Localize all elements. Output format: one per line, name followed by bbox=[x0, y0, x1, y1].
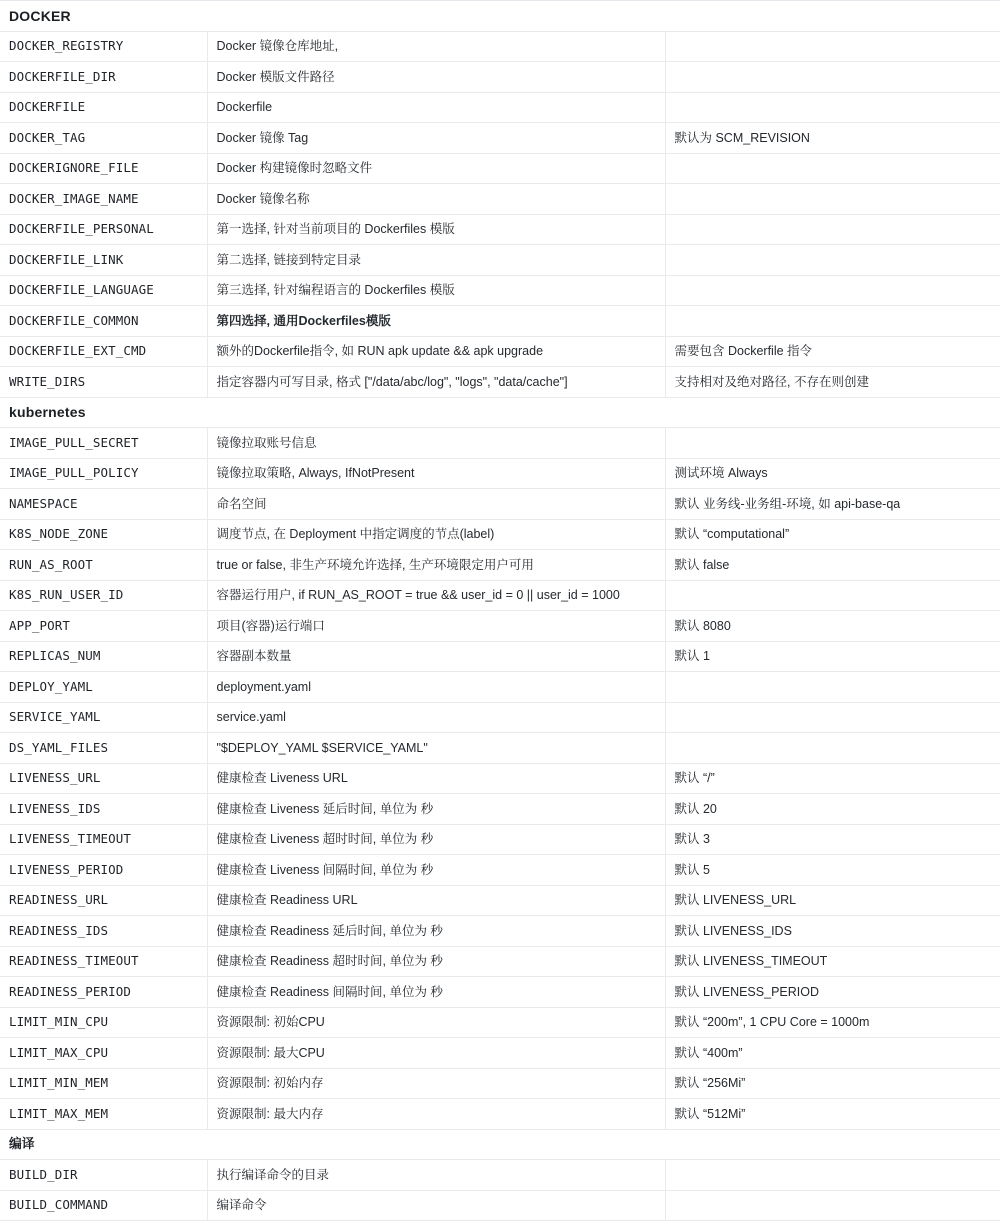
variable-name-cell: LIMIT_MIN_MEM bbox=[0, 1068, 207, 1099]
variable-default-note-cell bbox=[665, 580, 1000, 611]
variable-name-cell: DOCKERFILE_DIR bbox=[0, 62, 207, 93]
variable-default-note-cell: 默认 false bbox=[665, 550, 1000, 581]
variable-default-note-cell: 默认 20 bbox=[665, 794, 1000, 825]
variable-default-note-cell bbox=[665, 153, 1000, 184]
variable-default-note-cell: 测试环境 Always bbox=[665, 458, 1000, 489]
variable-default-note-cell: 默认 LIVENESS_PERIOD bbox=[665, 977, 1000, 1008]
variable-description-cell: 容器副本数量 bbox=[207, 641, 665, 672]
table-row bbox=[0, 1190, 1000, 1221]
variable-name-cell: LIMIT_MAX_CPU bbox=[0, 1038, 207, 1069]
variable-description-cell: 资源限制: 最大内存 bbox=[207, 1099, 665, 1130]
variable-name-cell: K8S_NODE_ZONE bbox=[0, 519, 207, 550]
table-row bbox=[0, 214, 1000, 245]
variable-description-cell: true or false, 非生产环境允许选择, 生产环境限定用户可用 bbox=[207, 550, 665, 581]
table-body bbox=[0, 1, 1000, 1221]
variable-description-cell: Dockerfile bbox=[207, 92, 665, 123]
variable-default-note-cell: 支持相对及绝对路径, 不存在则创建 bbox=[665, 367, 1000, 398]
variable-name-cell: RUN_AS_ROOT bbox=[0, 550, 207, 581]
variable-name-cell: DOCKERFILE_LANGUAGE bbox=[0, 275, 207, 306]
variable-name-cell: K8S_RUN_USER_ID bbox=[0, 580, 207, 611]
section-heading-kubernetes: kubernetes bbox=[0, 397, 1000, 428]
variable-default-note-cell: 默认 “256Mi” bbox=[665, 1068, 1000, 1099]
variable-description-cell: 资源限制: 初始内存 bbox=[207, 1068, 665, 1099]
variable-description-cell: "$DEPLOY_YAML $SERVICE_YAML" bbox=[207, 733, 665, 764]
variable-name-cell: READINESS_URL bbox=[0, 885, 207, 916]
variable-default-note-cell bbox=[665, 428, 1000, 459]
variable-name-cell: IMAGE_PULL_POLICY bbox=[0, 458, 207, 489]
table-row bbox=[0, 611, 1000, 642]
variable-description-cell: 健康检查 Readiness 延后时间, 单位为 秒 bbox=[207, 916, 665, 947]
variable-description-cell: deployment.yaml bbox=[207, 672, 665, 703]
table-row bbox=[0, 245, 1000, 276]
variable-default-note-cell: 默认 LIVENESS_IDS bbox=[665, 916, 1000, 947]
variable-default-note-cell bbox=[665, 275, 1000, 306]
variable-default-note-cell bbox=[665, 733, 1000, 764]
table-row bbox=[0, 62, 1000, 93]
table-row bbox=[0, 580, 1000, 611]
table-row bbox=[0, 733, 1000, 764]
variable-name-cell: DOCKERFILE_LINK bbox=[0, 245, 207, 276]
variable-default-note-cell bbox=[665, 702, 1000, 733]
variable-name-cell: DOCKER_IMAGE_NAME bbox=[0, 184, 207, 215]
variable-name-cell: READINESS_IDS bbox=[0, 916, 207, 947]
table-row bbox=[0, 977, 1000, 1008]
variable-name-cell: LIVENESS_PERIOD bbox=[0, 855, 207, 886]
table-row bbox=[0, 1068, 1000, 1099]
variable-name-cell: DOCKERFILE_EXT_CMD bbox=[0, 336, 207, 367]
variable-description-cell: 资源限制: 初始CPU bbox=[207, 1007, 665, 1038]
variable-default-note-cell bbox=[665, 62, 1000, 93]
table-row bbox=[0, 336, 1000, 367]
table-row bbox=[0, 367, 1000, 398]
variable-description-cell: 容器运行用户, if RUN_AS_ROOT = true && user_id = 0 || user_id = 1000 bbox=[207, 580, 665, 611]
variable-name-cell: WRITE_DIRS bbox=[0, 367, 207, 398]
variable-description-cell: 执行编译命令的目录 bbox=[207, 1160, 665, 1191]
variable-default-note-cell: 默认 5 bbox=[665, 855, 1000, 886]
table-row bbox=[0, 916, 1000, 947]
variable-name-cell: DOCKERIGNORE_FILE bbox=[0, 153, 207, 184]
table-row bbox=[0, 306, 1000, 337]
variable-description-cell: Docker 构建镜像时忽略文件 bbox=[207, 153, 665, 184]
section-header-row-compile bbox=[0, 1129, 1000, 1160]
variable-description-cell: Docker 模版文件路径 bbox=[207, 62, 665, 93]
variable-default-note-cell bbox=[665, 184, 1000, 215]
variable-default-note-cell: 默认 “200m”, 1 CPU Core = 1000m bbox=[665, 1007, 1000, 1038]
table-row bbox=[0, 1099, 1000, 1130]
table-row bbox=[0, 550, 1000, 581]
variable-default-note-cell: 默认 “512Mi” bbox=[665, 1099, 1000, 1130]
variable-description-cell: 镜像拉取策略, Always, IfNotPresent bbox=[207, 458, 665, 489]
table-row bbox=[0, 519, 1000, 550]
variable-description-cell: 第一选择, 针对当前项目的 Dockerfiles 模版 bbox=[207, 214, 665, 245]
variable-name-cell: SERVICE_YAML bbox=[0, 702, 207, 733]
variable-name-cell: LIMIT_MIN_CPU bbox=[0, 1007, 207, 1038]
variable-description-cell: 镜像拉取账号信息 bbox=[207, 428, 665, 459]
variable-description-cell: 健康检查 Readiness 间隔时间, 单位为 秒 bbox=[207, 977, 665, 1008]
table-row bbox=[0, 672, 1000, 703]
variable-default-note-cell bbox=[665, 672, 1000, 703]
variable-default-note-cell: 默认 8080 bbox=[665, 611, 1000, 642]
section-header-row-kubernetes bbox=[0, 397, 1000, 428]
variable-description-cell: Docker 镜像仓库地址, bbox=[207, 31, 665, 62]
table-row bbox=[0, 123, 1000, 154]
variable-default-note-cell: 默认 “computational” bbox=[665, 519, 1000, 550]
variable-description-cell: 指定容器内可写目录, 格式 ["/data/abc/log", "logs", "data/cache"] bbox=[207, 367, 665, 398]
variable-default-note-cell bbox=[665, 214, 1000, 245]
variable-name-cell: DOCKERFILE bbox=[0, 92, 207, 123]
table-row bbox=[0, 702, 1000, 733]
variable-description-cell: service.yaml bbox=[207, 702, 665, 733]
variable-name-cell: REPLICAS_NUM bbox=[0, 641, 207, 672]
table-row bbox=[0, 641, 1000, 672]
variable-description-cell: 健康检查 Readiness 超时时间, 单位为 秒 bbox=[207, 946, 665, 977]
table-row bbox=[0, 31, 1000, 62]
variable-description-cell: 第二选择, 链接到特定目录 bbox=[207, 245, 665, 276]
variable-description-cell: 第三选择, 针对编程语言的 Dockerfiles 模版 bbox=[207, 275, 665, 306]
variable-name-cell: DS_YAML_FILES bbox=[0, 733, 207, 764]
variable-description-cell: Docker 镜像名称 bbox=[207, 184, 665, 215]
variable-default-note-cell: 默认 1 bbox=[665, 641, 1000, 672]
variable-description-cell: 命名空间 bbox=[207, 489, 665, 520]
table-row bbox=[0, 1038, 1000, 1069]
variable-name-cell: READINESS_PERIOD bbox=[0, 977, 207, 1008]
variable-description-cell: 调度节点, 在 Deployment 中指定调度的节点(label) bbox=[207, 519, 665, 550]
table-row bbox=[0, 824, 1000, 855]
variable-description-cell: 健康检查 Liveness URL bbox=[207, 763, 665, 794]
table-row bbox=[0, 946, 1000, 977]
table-row bbox=[0, 153, 1000, 184]
variable-name-cell: APP_PORT bbox=[0, 611, 207, 642]
variable-name-cell: LIVENESS_TIMEOUT bbox=[0, 824, 207, 855]
variable-name-cell: DOCKERFILE_COMMON bbox=[0, 306, 207, 337]
variable-description-cell: 健康检查 Liveness 超时时间, 单位为 秒 bbox=[207, 824, 665, 855]
table-row bbox=[0, 275, 1000, 306]
section-heading-docker: DOCKER bbox=[0, 1, 1000, 32]
table-row bbox=[0, 184, 1000, 215]
table-row bbox=[0, 458, 1000, 489]
variable-description-cell: 编译命令 bbox=[207, 1190, 665, 1221]
variable-description-cell: 健康检查 Liveness 间隔时间, 单位为 秒 bbox=[207, 855, 665, 886]
variable-default-note-cell bbox=[665, 1190, 1000, 1221]
variable-name-cell: LIVENESS_IDS bbox=[0, 794, 207, 825]
variable-name-cell: BUILD_COMMAND bbox=[0, 1190, 207, 1221]
variable-default-note-cell: 默认 业务线-业务组-环境, 如 api-base-qa bbox=[665, 489, 1000, 520]
table-row bbox=[0, 1160, 1000, 1191]
variable-name-cell: LIMIT_MAX_MEM bbox=[0, 1099, 207, 1130]
variable-default-note-cell: 默认为 SCM_REVISION bbox=[665, 123, 1000, 154]
variable-name-cell: READINESS_TIMEOUT bbox=[0, 946, 207, 977]
variable-description-cell: 项目(容器)运行端口 bbox=[207, 611, 665, 642]
variable-default-note-cell: 默认 3 bbox=[665, 824, 1000, 855]
variable-name-cell: NAMESPACE bbox=[0, 489, 207, 520]
section-header-row-docker bbox=[0, 1, 1000, 32]
variable-default-note-cell bbox=[665, 1160, 1000, 1191]
variable-name-cell: DEPLOY_YAML bbox=[0, 672, 207, 703]
table-row bbox=[0, 855, 1000, 886]
table-row bbox=[0, 1007, 1000, 1038]
variable-default-note-cell: 需要包含 Dockerfile 指令 bbox=[665, 336, 1000, 367]
variable-default-note-cell: 默认 LIVENESS_TIMEOUT bbox=[665, 946, 1000, 977]
variable-description-cell: 健康检查 Readiness URL bbox=[207, 885, 665, 916]
variable-default-note-cell: 默认 “400m” bbox=[665, 1038, 1000, 1069]
variable-default-note-cell: 默认 “/” bbox=[665, 763, 1000, 794]
variable-description-cell: 第四选择, 通用Dockerfiles模版 bbox=[207, 306, 665, 337]
variable-name-cell: DOCKERFILE_PERSONAL bbox=[0, 214, 207, 245]
variable-default-note-cell: 默认 LIVENESS_URL bbox=[665, 885, 1000, 916]
variable-default-note-cell bbox=[665, 92, 1000, 123]
variable-name-cell: IMAGE_PULL_SECRET bbox=[0, 428, 207, 459]
variable-description-cell: 额外的Dockerfile指令, 如 RUN apk update && apk upgrade bbox=[207, 336, 665, 367]
variable-description-cell: Docker 镜像 Tag bbox=[207, 123, 665, 154]
variable-name-cell: DOCKER_REGISTRY bbox=[0, 31, 207, 62]
variable-name-cell: BUILD_DIR bbox=[0, 1160, 207, 1191]
variable-description-cell: 健康检查 Liveness 延后时间, 单位为 秒 bbox=[207, 794, 665, 825]
table-row bbox=[0, 885, 1000, 916]
variable-default-note-cell bbox=[665, 306, 1000, 337]
variable-default-note-cell bbox=[665, 31, 1000, 62]
table-row bbox=[0, 489, 1000, 520]
variable-name-cell: DOCKER_TAG bbox=[0, 123, 207, 154]
table-row bbox=[0, 794, 1000, 825]
table-row bbox=[0, 92, 1000, 123]
section-heading-compile: 编译 bbox=[0, 1129, 1000, 1160]
variable-default-note-cell bbox=[665, 245, 1000, 276]
variable-name-cell: LIVENESS_URL bbox=[0, 763, 207, 794]
table-row bbox=[0, 428, 1000, 459]
table-row bbox=[0, 763, 1000, 794]
variable-description-cell: 资源限制: 最大CPU bbox=[207, 1038, 665, 1069]
